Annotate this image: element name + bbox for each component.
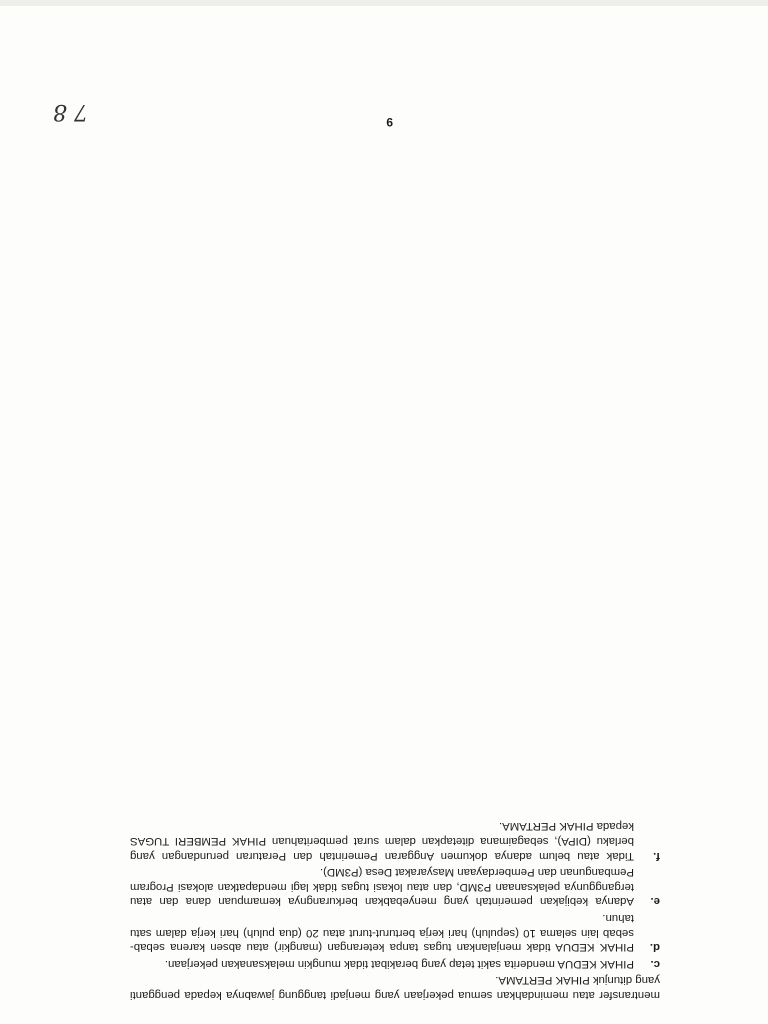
item-text: Tidak atau belum adanya dokumen Anggaran Pemerintah dan Peraturan perundangan yang berlaku (DIPA), sebagaimana ditetapkan dalam surat pemberitahuan PIHAK PEMBERI TUGAS kepada PIHAK PERTAMA. [130, 820, 634, 862]
list-item [130, 956, 660, 971]
handwritten-note: 7 8 [53, 99, 88, 124]
intro-paragraph: mentransfer atau memindahkan semua pekerjaan yang menjadi tanggung jawabnya kepada pengganti yang ditunjuk PIHAK PERTAMA. [130, 974, 660, 1001]
page-number: 9 [386, 115, 393, 129]
item-text: PIHAK KEDUA menderita sakit tetap yang berakibat tidak mungkin melaksanakan pekerjaan. [164, 957, 634, 970]
item-marker: e. [650, 895, 660, 908]
item-text: Adanya kebijakan pemerintah yang menyebabkan berkurangnya kemampuan dana dan atau terganggunya pelaksanaan P3MD, dan atau lokasi tugas tidak lagi mendapatkan alokasi Program Pembangunan dan Pemberdayaan Masyarakat Desa (P3MD). [130, 866, 634, 908]
item-marker: d. [649, 941, 660, 954]
list-item [130, 819, 660, 863]
item-text: PIHAK KEDUA tidak menjalankan tugas tanpa keterangan (mangkir) atau absen karena sebab-sebab lain selama 10 (sepuluh) hari kerja berturut-turut atau 20 (dua puluh) hari kerja dalam satu tahun. [130, 912, 634, 954]
item-marker: c. [650, 957, 660, 970]
list-item [130, 865, 660, 909]
list-item [130, 910, 660, 954]
item-marker: f. [653, 849, 660, 862]
page-content [130, 817, 660, 1002]
